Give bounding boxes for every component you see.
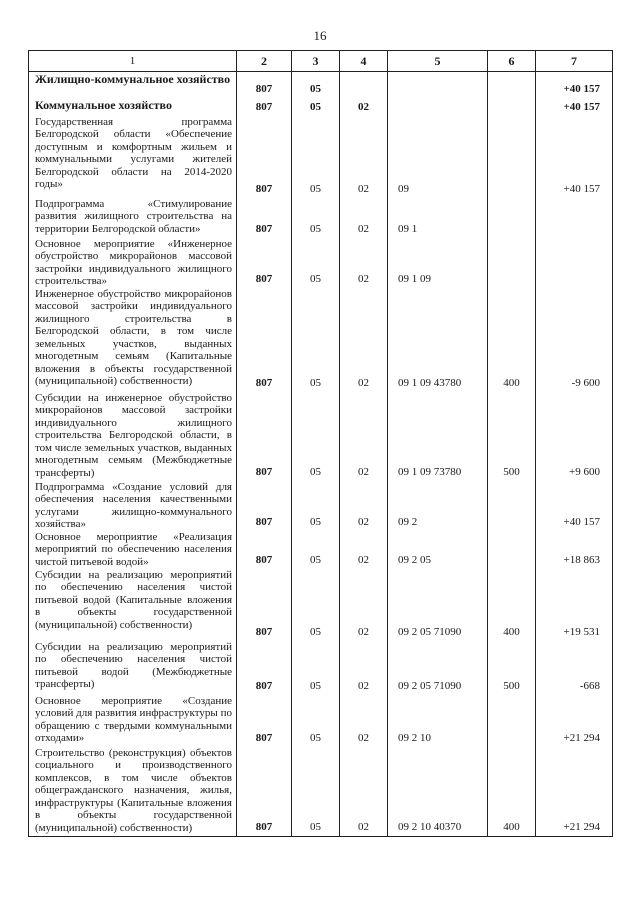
target-article-cell: 09 1 09 43780 [388,288,488,392]
grbs-cell: 807 [237,481,292,531]
table-row [29,198,613,238]
amount-cell: -9 600 [536,288,613,392]
name-cell: Инженерное обустройство микрорайонов массовой застройки индивидуального жилищного строительства в Белгородской области, в том числе земельных участков, выданных многодетным семьям (Капитальные вложения в объекты государственной (муниципальной) собственности) [29,288,237,392]
amount-cell: +21 294 [536,695,613,747]
table-row [29,98,613,116]
name-cell: Коммунальное хозяйство [29,98,237,116]
subsection-cell: 02 [340,481,388,531]
grbs-cell: 807 [237,695,292,747]
grbs-cell: 807 [237,116,292,198]
target-article-cell: 09 2 [388,481,488,531]
amount-cell: +19 531 [536,569,613,641]
table-row [29,747,613,837]
target-article-cell: 09 2 05 71090 [388,641,488,695]
grbs-cell: 807 [237,531,292,569]
target-article-cell: 09 [388,116,488,198]
expense-type-cell [488,116,536,198]
expense-type-cell: 400 [488,569,536,641]
section-cell: 05 [292,392,340,481]
table-row [29,238,613,288]
target-article-cell: 09 2 05 71090 [388,569,488,641]
expense-type-cell: 500 [488,392,536,481]
expense-type-cell: 400 [488,747,536,837]
expense-type-cell [488,98,536,116]
expense-type-cell: 500 [488,641,536,695]
column-header: 6 [488,51,536,72]
subsection-cell [340,72,388,98]
name-cell: Подпрограмма «Стимулирование развития жилищного строительства на территории Белгородской области» [29,198,237,238]
expense-type-cell [488,481,536,531]
subsection-cell: 02 [340,531,388,569]
budget-table [28,50,613,837]
grbs-cell: 807 [237,238,292,288]
name-cell: Жилищно-коммунальное хозяйство [29,72,237,98]
amount-cell: +9 600 [536,392,613,481]
section-cell: 05 [292,481,340,531]
table-row [29,72,613,98]
name-cell: Государственная программа Белгородской области «Обеспечение доступным и комфортным жильем и коммунальными услугами жителей Белгородской области на 2014-2020 годы» [29,116,237,198]
amount-cell: +21 294 [536,747,613,837]
section-cell: 05 [292,531,340,569]
column-header: 7 [536,51,613,72]
name-cell: Субсидии на инженерное обустройство микрорайонов массовой застройки индивидуального жилищного строительства Белгородской области, в том числе земельных участков, выданных многодетным семьям (Межбюджетные трансферты) [29,392,237,481]
amount-cell [536,238,613,288]
page-number: 16 [313,28,327,43]
table-row [29,695,613,747]
table-header-row [29,51,613,72]
target-article-cell: 09 1 [388,198,488,238]
subsection-cell: 02 [340,198,388,238]
table-row [29,569,613,641]
grbs-cell: 807 [237,641,292,695]
amount-cell: +40 157 [536,481,613,531]
table-row [29,392,613,481]
section-cell: 05 [292,198,340,238]
table-row [29,481,613,531]
section-cell: 05 [292,238,340,288]
target-article-cell: 09 2 05 [388,531,488,569]
expense-type-cell: 400 [488,288,536,392]
subsection-cell: 02 [340,747,388,837]
column-header: 1 [29,51,237,72]
grbs-cell: 807 [237,569,292,641]
subsection-cell: 02 [340,569,388,641]
grbs-cell: 807 [237,288,292,392]
amount-cell: +18 863 [536,531,613,569]
grbs-cell: 807 [237,198,292,238]
target-article-cell: 09 2 10 40370 [388,747,488,837]
name-cell: Подпрограмма «Создание условий для обеспечения населения качественными услугами жилищно-коммунального хозяйства» [29,481,237,531]
section-cell: 05 [292,569,340,641]
subsection-cell: 02 [340,288,388,392]
amount-cell: +40 157 [536,116,613,198]
expense-type-cell [488,198,536,238]
name-cell: Строительство (реконструкция) объектов социального и производственного комплексов, в том числе объектов общегражданского назначения, жилья, инфраструктуры (Капитальные вложения в объекты государственной (муниципальной) собственности) [29,747,237,837]
subsection-cell: 02 [340,641,388,695]
expense-type-cell [488,695,536,747]
grbs-cell: 807 [237,747,292,837]
section-cell: 05 [292,747,340,837]
section-cell: 05 [292,116,340,198]
name-cell: Основное мероприятие «Реализация мероприятий по обеспечению населения чистой питьевой водой» [29,531,237,569]
target-article-cell: 09 2 10 [388,695,488,747]
name-cell: Основное мероприятие «Инженерное обустройство микрорайонов массовой застройки индивидуального жилищного строительства» [29,238,237,288]
section-cell: 05 [292,641,340,695]
column-header: 4 [340,51,388,72]
amount-cell: -668 [536,641,613,695]
target-article-cell: 09 1 09 [388,238,488,288]
name-cell: Основное мероприятие «Создание условий для развития инфраструктуры по обращению с твердыми коммунальными отходами» [29,695,237,747]
grbs-cell: 807 [237,98,292,116]
section-cell: 05 [292,288,340,392]
target-article-cell [388,72,488,98]
column-header: 3 [292,51,340,72]
amount-cell [536,198,613,238]
table-row [29,641,613,695]
subsection-cell: 02 [340,98,388,116]
subsection-cell: 02 [340,116,388,198]
expense-type-cell [488,531,536,569]
amount-cell: +40 157 [536,98,613,116]
table-row [29,288,613,392]
subsection-cell: 02 [340,392,388,481]
table-row [29,531,613,569]
subsection-cell: 02 [340,238,388,288]
name-cell: Субсидии на реализацию мероприятий по обеспечению населения чистой питьевой водой (Капитальные вложения в объекты государственной (муниципальной) собственности) [29,569,237,641]
grbs-cell: 807 [237,72,292,98]
column-header: 5 [388,51,488,72]
expense-type-cell [488,72,536,98]
subsection-cell: 02 [340,695,388,747]
target-article-cell [388,98,488,116]
section-cell: 05 [292,98,340,116]
column-header: 2 [237,51,292,72]
amount-cell: +40 157 [536,72,613,98]
grbs-cell: 807 [237,392,292,481]
name-cell: Субсидии на реализацию мероприятий по обеспечению населения чистой питьевой водой (Межбюджетные трансферты) [29,641,237,695]
expense-type-cell [488,238,536,288]
section-cell: 05 [292,72,340,98]
target-article-cell: 09 1 09 73780 [388,392,488,481]
table-row [29,116,613,198]
section-cell: 05 [292,695,340,747]
